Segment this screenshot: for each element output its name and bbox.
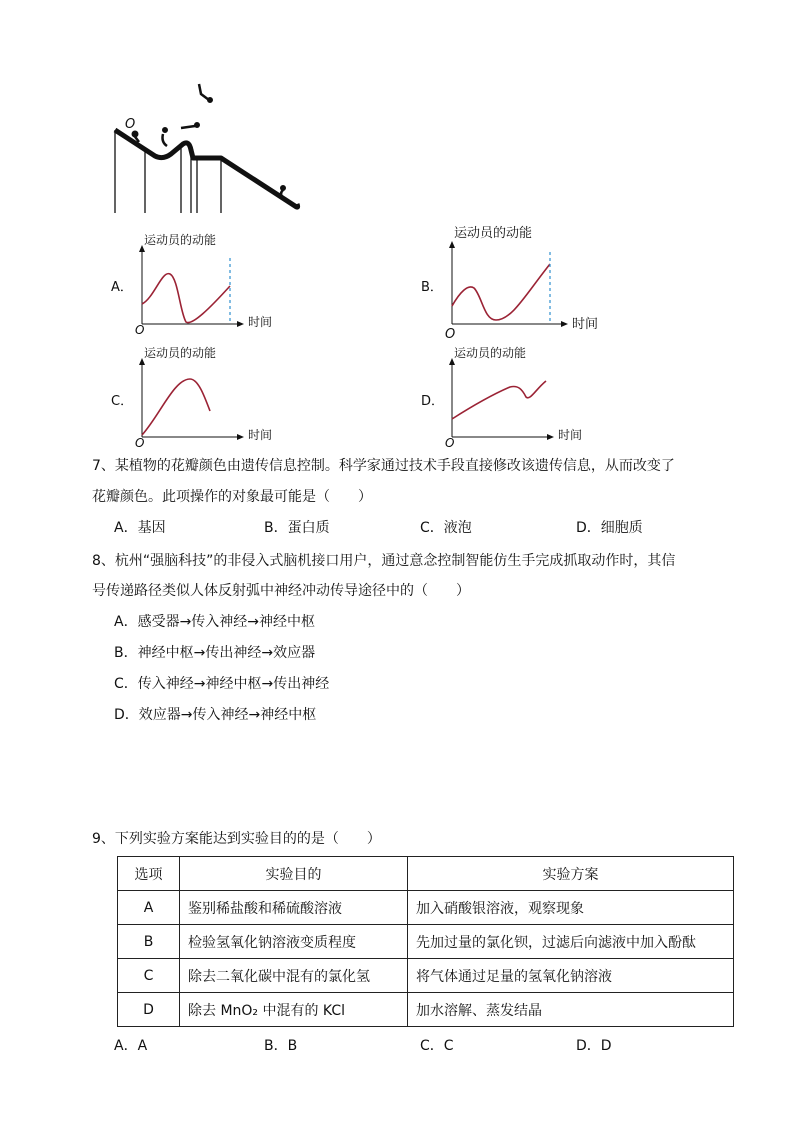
table-cell: 加入硝酸银溶液，观察现象 — [408, 891, 734, 925]
q9-option-a[interactable]: A．A — [114, 1038, 148, 1054]
graph-b-xlabel: 时间 — [572, 317, 599, 332]
svg-text:O: O — [135, 436, 145, 450]
table-cell: D — [118, 993, 180, 1027]
q7-option-a[interactable]: A．基因 — [114, 520, 166, 536]
q8-stem-line2: 号传递路径类似人体反射弧中神经冲动传导途径中的（ ） — [92, 583, 470, 599]
graph-c — [130, 343, 280, 453]
table-cell: 除去 MnO₂ 中混有的 KCl — [180, 993, 408, 1027]
graph-d-ylabel: 运动员的动能 — [454, 346, 527, 360]
q8-option-c[interactable]: C．传入神经→神经中枢→传出神经 — [114, 676, 330, 692]
table-header-row — [118, 857, 734, 891]
table-cell: 除去二氧化碳中混有的氯化氢 — [180, 959, 408, 993]
table-cell: 先加过量的氯化钡，过滤后向滤液中加入酚酞 — [408, 925, 734, 959]
graph-c-ylabel: 运动员的动能 — [144, 346, 217, 360]
graph-c-xlabel: 时间 — [248, 428, 273, 442]
table-header-cell: 选项 — [118, 857, 180, 891]
table-cell: B — [118, 925, 180, 959]
q8-option-a[interactable]: A．感受器→传入神经→神经中枢 — [114, 614, 316, 630]
q8-stem-line1: 8、杭州“强脑科技”的非侵入式脑机接口用户，通过意念控制智能仿生手完成抓取动作时，其信 — [92, 553, 676, 569]
table-row — [118, 891, 734, 925]
q7-stem-line2: 花瓣颜色。此项操作的对象最可能是（ ） — [92, 489, 372, 505]
origin-label: O — [125, 117, 136, 132]
skier-icon — [132, 84, 286, 198]
q9-stem: 9、下列实验方案能达到实验目的的是（ ） — [92, 831, 381, 847]
q7-option-d[interactable]: D．细胞质 — [576, 520, 643, 536]
table-header-cell: 实验目的 — [180, 857, 408, 891]
q7-option-b[interactable]: B．蛋白质 — [264, 520, 330, 536]
ski-slope-figure — [105, 78, 305, 218]
table-row — [118, 959, 734, 993]
table-header-cell: 实验方案 — [408, 857, 734, 891]
graph-b-ylabel: 运动员的动能 — [454, 226, 533, 241]
q8-option-b[interactable]: B．神经中枢→传出神经→效应器 — [114, 645, 316, 661]
graph-d-xlabel: 时间 — [558, 428, 583, 442]
q9-option-b[interactable]: B．B — [264, 1038, 298, 1054]
q8-option-d[interactable]: D．效应器→传入神经→神经中枢 — [114, 707, 317, 723]
svg-text:O: O — [445, 327, 456, 342]
svg-text:O: O — [445, 436, 455, 450]
graph-d — [440, 343, 600, 453]
graph-a — [130, 230, 280, 340]
q9-option-d[interactable]: D．D — [576, 1038, 612, 1054]
option-c-letter: C． — [111, 394, 134, 409]
table-cell: 检验氢氧化钠溶液变质程度 — [180, 925, 408, 959]
option-a-letter: A． — [111, 280, 133, 295]
slope-surface — [115, 130, 298, 207]
experiment-table — [117, 856, 734, 1027]
graph-b — [440, 222, 610, 342]
table-cell: A — [118, 891, 180, 925]
option-b-letter: B． — [421, 280, 443, 295]
graph-a-xlabel: 时间 — [248, 315, 273, 329]
q9-option-c[interactable]: C．C — [420, 1038, 454, 1054]
table-cell: 鉴别稀盐酸和稀硫酸溶液 — [180, 891, 408, 925]
table-row — [118, 925, 734, 959]
table-cell: C — [118, 959, 180, 993]
table-cell: 将气体通过足量的氢氧化钠溶液 — [408, 959, 734, 993]
q7-stem-line1: 7、某植物的花瓣颜色由遗传信息控制。科学家通过技术手段直接修改该遗传信息，从而改变了 — [92, 458, 675, 474]
option-d-letter: D． — [421, 394, 445, 409]
table-row — [118, 993, 734, 1027]
table-cell: 加水溶解、蒸发结晶 — [408, 993, 734, 1027]
svg-text:O: O — [135, 323, 145, 337]
graph-a-ylabel: 运动员的动能 — [144, 233, 217, 247]
q7-option-c[interactable]: C．液泡 — [420, 520, 472, 536]
